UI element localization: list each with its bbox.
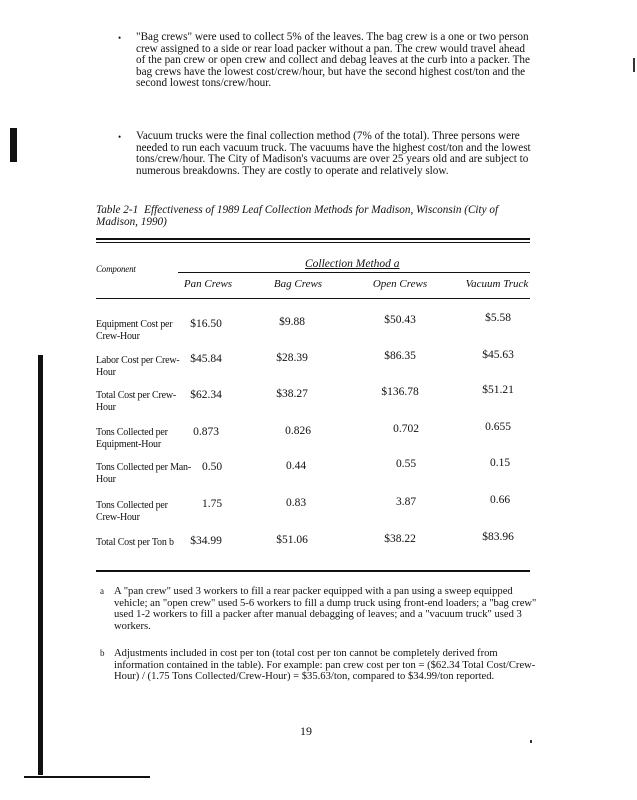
table-caption-text: Effectiveness of 1989 Leaf Collection Methods for Madison, Wisconsin (City of Madison, 1990) (96, 204, 499, 228)
collection-method-header: Collection Method a (305, 258, 400, 270)
bullet-text: "Bag crews" were used to collect 5% of the leaves. The bag crew is a one or two person crew assigned to a side or rear load packer without a pan. The crew would travel ahead of the pan crew or open crew and collect and debag leaves at the curb into a packer. The bag crews have the lowest cost/crew/hour, but have the second highest cost/ton and the second lowest tons/crew/hour. (136, 31, 530, 90)
column-header-pan-crews: Pan Crews (183, 278, 233, 290)
table-cell: $62.34 (190, 389, 222, 401)
row-label: Tons Collected per Crew-Hour (96, 500, 168, 523)
table-cell: $45.84 (190, 353, 222, 365)
table-cell: 0.83 (285, 497, 307, 509)
bullet-text: Vacuum trucks were the final collection method (7% of the total). Three persons were needed to run each vacuum truck. The vacuums have the highest cost/ton and the lowest tons/crew/hour. The City of Madison's vacuums are over 25 years old and are subject to numerous breakdowns. They are costly to operate and relatively slow. (136, 130, 531, 177)
bullet-marker: • (118, 132, 122, 142)
table-cell: $51.21 (482, 384, 514, 396)
scan-speck (633, 58, 635, 72)
footnote-text: A "pan crew" used 3 workers to fill a rear packer equipped with a pan using a sweep equipped vehicle; an "open crew" used 5-6 workers to fill a dump truck using front-end loaders; a "bag crew" used 1-2 workers to fill a packer after manual debagging of leaves; and a "vacuum truck" used 3 workers. (114, 586, 537, 632)
table-label: Table 2-1 (96, 204, 139, 216)
page-number: 19 (300, 724, 312, 738)
column-header-open-crews: Open Crews (372, 278, 428, 290)
table-caption (96, 204, 536, 228)
table-cell: 1.75 (201, 498, 223, 510)
footnote-marker: b (100, 648, 105, 658)
table-cell: 3.87 (395, 496, 417, 508)
scan-margin-bar-left (38, 355, 43, 775)
row-label: Tons Collected per Man-Hour (96, 462, 191, 485)
scan-speck (530, 740, 532, 743)
table-cell: $136.78 (381, 386, 419, 398)
bullet-vacuum-trucks (118, 130, 534, 177)
footnote-text: Adjustments included in cost per ton (total cost per ton cannot be completely derived from information contained in the table). For example: pan crew cost per ton = ($62.34 Total Cost/Crew-Hour) / (1.75 Tons Collected/Crew-Hour) = $35.63/ton, compared to $34.99/ton reported. (114, 648, 536, 683)
row-label: Tons Collected per Equipment-Hour (96, 427, 168, 450)
table-cell: 0.873 (193, 426, 219, 438)
table-cell: $83.96 (482, 531, 514, 543)
footnote-marker: a (100, 586, 104, 596)
scan-bottom-line (24, 776, 150, 778)
row-label: Total Cost per Crew-Hour (96, 390, 177, 413)
table-cell: $38.22 (384, 533, 416, 545)
table-cell: 0.655 (485, 421, 511, 433)
table-cell: $34.99 (190, 535, 222, 547)
table-cell: 0.55 (395, 458, 417, 470)
footnote-a (100, 586, 539, 632)
table-cell: $28.39 (276, 352, 308, 364)
row-label: Total Cost per Ton b (96, 537, 174, 548)
header-bottom-rule (96, 298, 530, 299)
method-underline (178, 272, 530, 273)
table-cell: $50.43 (384, 314, 416, 326)
table-cell: $86.35 (384, 350, 416, 362)
column-header-bag-crews: Bag Crews (273, 278, 323, 290)
table-cell: $45.63 (482, 349, 514, 361)
table-cell: 0.826 (285, 425, 311, 437)
row-label: Equipment Cost per Crew-Hour (96, 319, 173, 342)
scan-margin-bar-top (10, 128, 17, 162)
table-cell: 0.50 (201, 461, 223, 473)
table-cell: 0.702 (393, 423, 419, 435)
table-cell: $16.50 (190, 318, 222, 330)
table-cell: $9.88 (279, 316, 305, 328)
column-header-vacuum-truck: Vacuum Truck (465, 278, 529, 290)
table-cell: 0.44 (285, 460, 307, 472)
bullet-marker: • (118, 33, 122, 43)
footnote-b (100, 648, 539, 683)
table-top-rule (96, 238, 530, 240)
table-top-rule-2 (96, 242, 530, 243)
row-label: Labor Cost per Crew-Hour (96, 355, 180, 378)
table-bottom-rule (96, 570, 530, 572)
table-cell: 0.66 (489, 494, 511, 506)
component-header: Component (96, 264, 136, 274)
table-cell: $5.58 (485, 312, 511, 324)
table-cell: $38.27 (276, 388, 308, 400)
table-cell: 0.15 (489, 457, 511, 469)
table-cell: $51.06 (276, 534, 308, 546)
bullet-bag-crews (118, 31, 534, 90)
